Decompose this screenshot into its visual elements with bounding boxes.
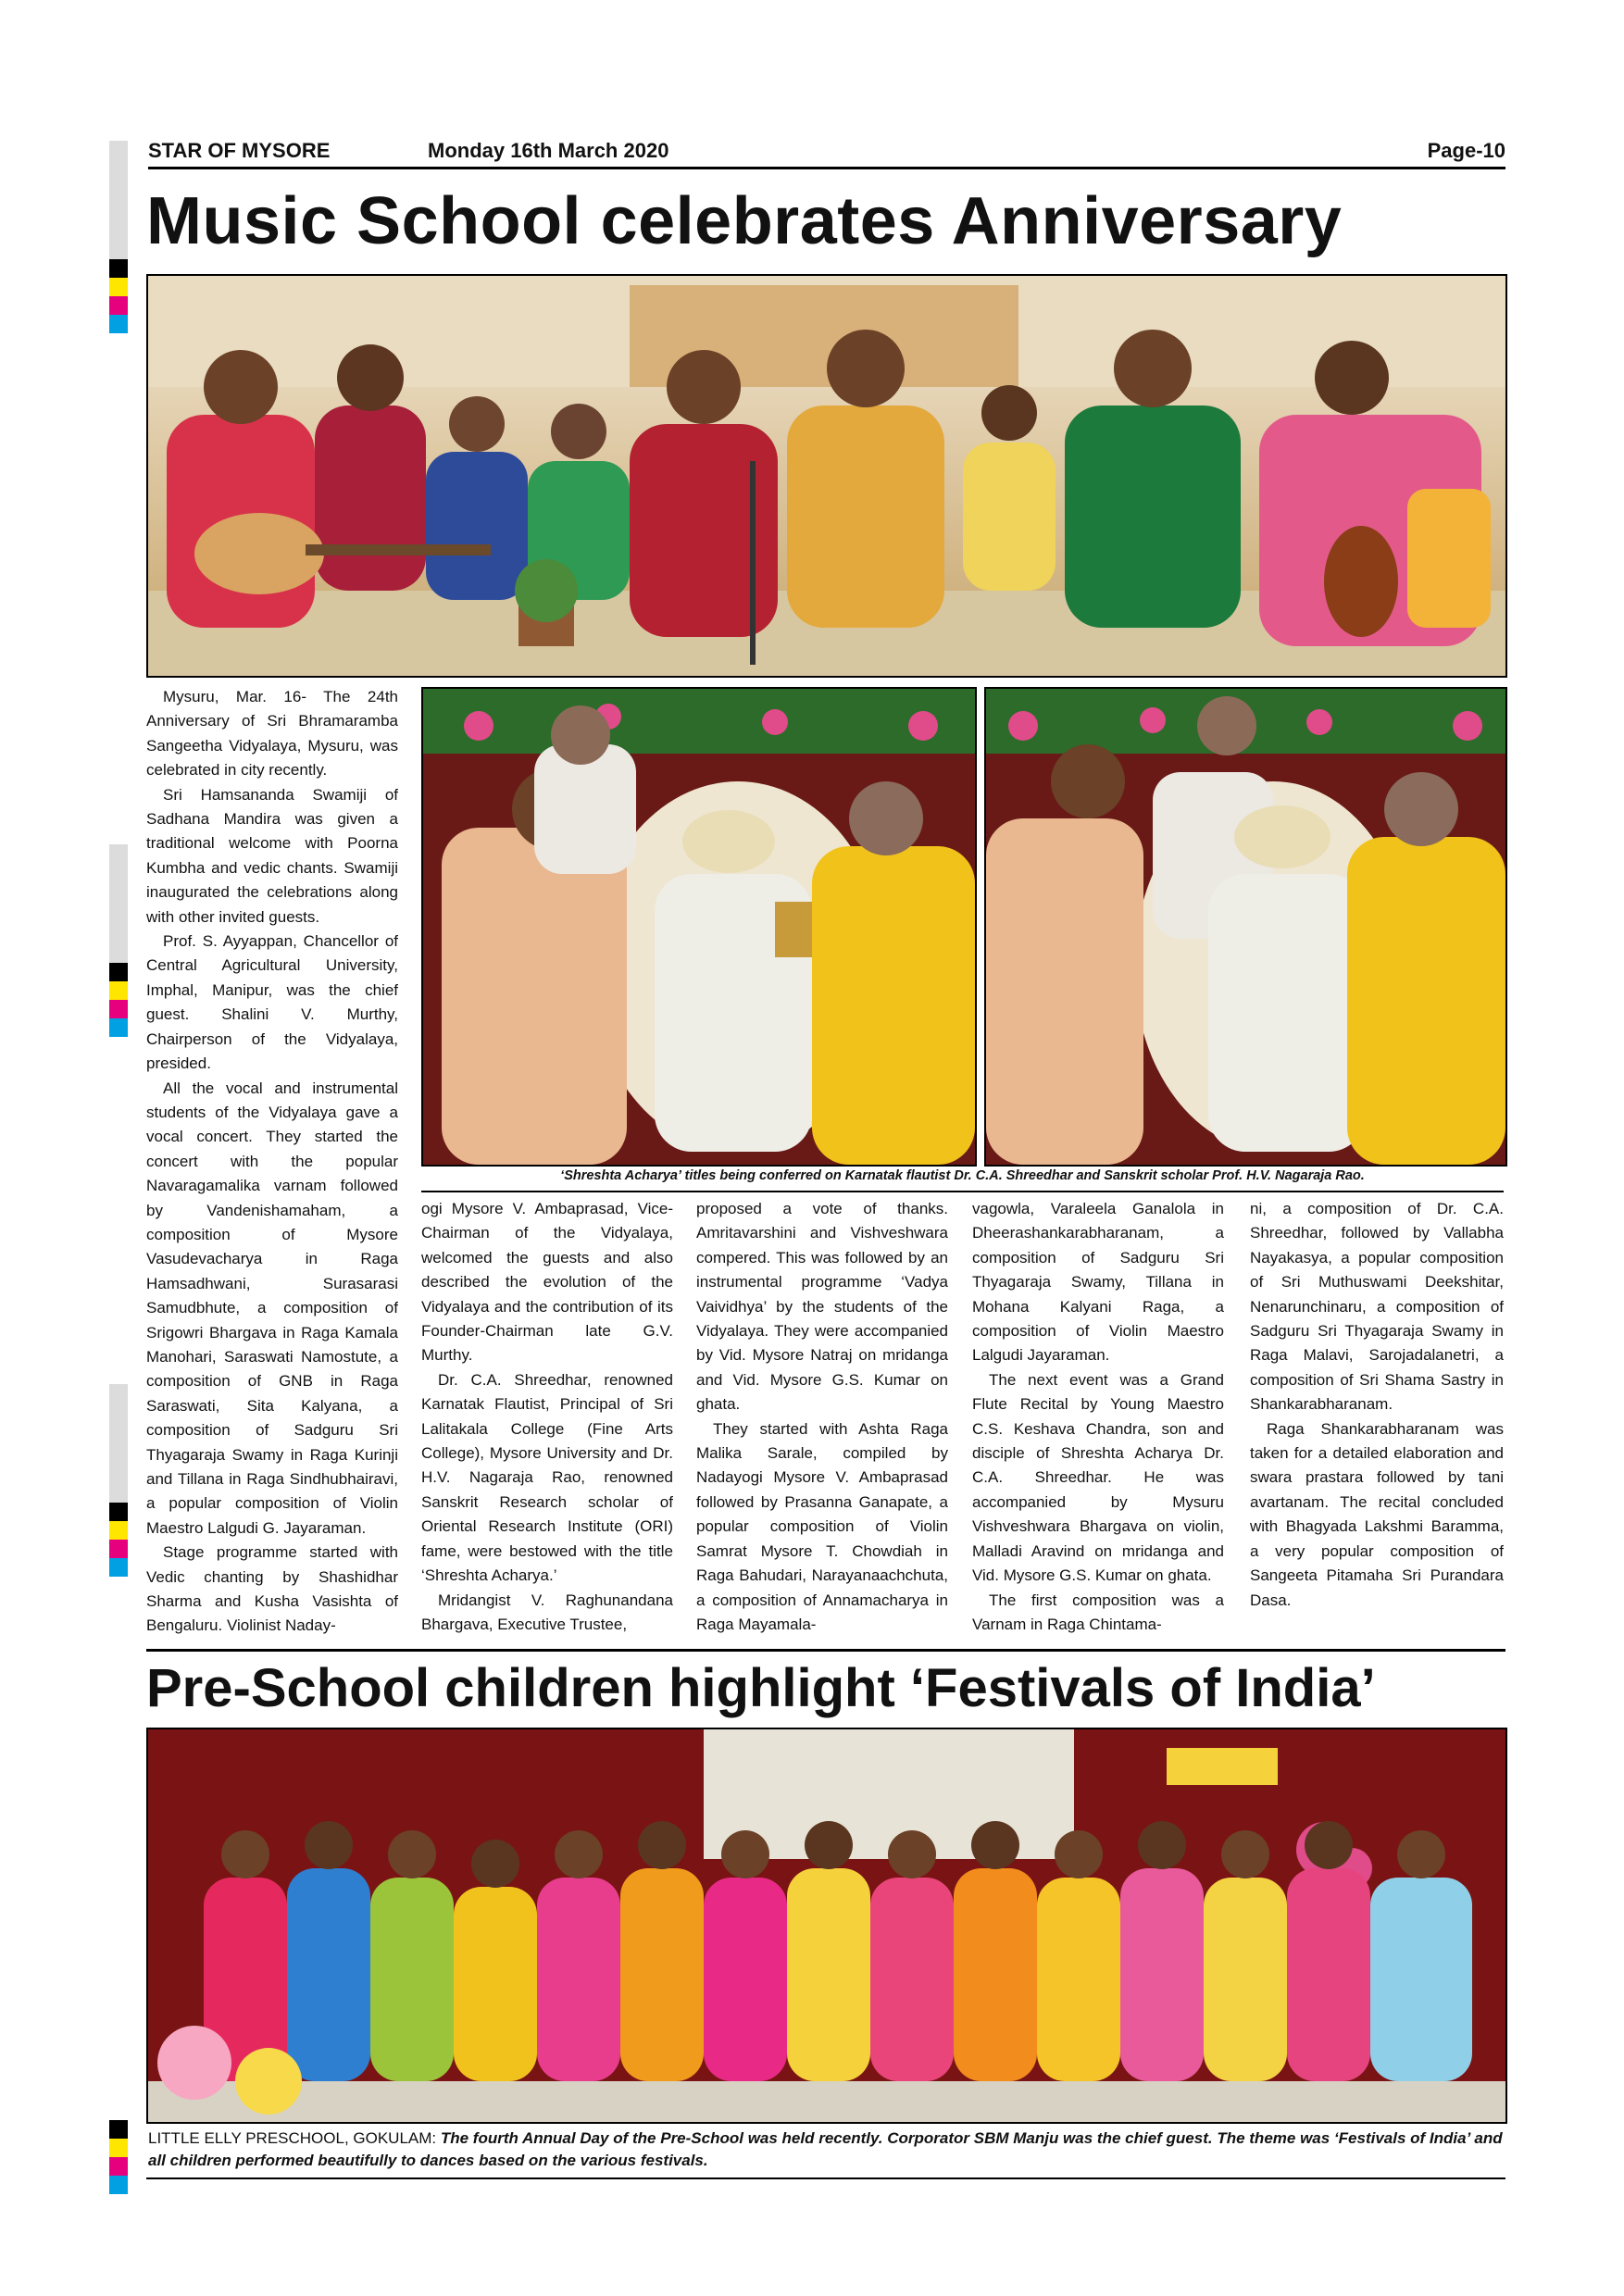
- registration-mark: [109, 844, 128, 1037]
- preschool-caption: [148, 2128, 1505, 2172]
- paragraph: Mysuru, Mar. 16- The 24th Anniversary of Sri Bhramaramba Sangeetha Vidyalaya, Mysuru, was celebrated in city recently.: [146, 688, 398, 780]
- registration-mark: [109, 141, 128, 333]
- issue-date: Monday 16th March 2020: [428, 139, 669, 162]
- caption-text: The fourth Annual Day of the Pre-School was held recently. Corporator SBM Manju was the chief guest. The theme was ‘Festivals of India’ and all children performed beautifully to dances based on the various festivals.: [148, 2129, 1503, 2169]
- preschool-photo: [146, 1728, 1507, 2124]
- registration-mark: [109, 2120, 128, 2194]
- article1-column-2: [421, 1197, 673, 1637]
- article1-column-5: [1250, 1197, 1504, 1613]
- article1-column-4: [972, 1197, 1224, 1637]
- article2-headline: Pre-School children highlight ‘Festivals of India’: [146, 1658, 1376, 1718]
- paragraph: Prof. S. Ayyappan, Chancellor of Central Agricultural University, Imphal, Manipur, was the chief guest. Shalini V. Murthy, Chairperson of the Vidyalaya, presided.: [146, 932, 398, 1073]
- paragraph: Mridangist V. Raghunandana Bhargava, Executive Trustee,: [421, 1591, 673, 1633]
- paragraph: All the vocal and instrumental students of the Vidyalaya gave a vocal concert. They started the concert with the popular Navaragamalika varnam followed by Vandenishamaham, a composition of Mysore Vasudevacharya in Raga Hamsadhwani, Surasarasi Samudbhute, a composition of Srigowri Bhargava in Raga Kamala Manohari, Saraswati Namostute, a composition of GNB in Raga Saraswati, Sita Kalyana, a composition of Sadguru Sri Thyagaraja Swamy in Raga Kurinji and Tillana in Raga Sindhubhairavi, a popular composition of Violin Maestro Lalgudi G. Jayaraman.: [146, 1079, 398, 1537]
- page-number: Page-10: [1427, 139, 1505, 162]
- masthead: [148, 137, 1505, 169]
- article1-column-3: [696, 1197, 948, 1637]
- article1-column-1: [146, 685, 398, 1639]
- paragraph: They started with Ashta Raga Malika Sarale, compiled by Nadayogi Mysore V. Ambaprasad followed by Prasanna Ganapate, a popular composition of Violin Samrat Mysore T. Chowdiah in Raga Bahudari, Narayanaachchuta, a composition of Annamacharya in Raga Mayamala-: [696, 1419, 948, 1633]
- paper-name: STAR OF MYSORE: [148, 139, 331, 162]
- bottom-rule: [146, 2177, 1505, 2179]
- paragraph: Sri Hamsananda Swamiji of Sadhana Mandira was given a traditional welcome with Poorna Kumbha and vedic chants. Swamiji inaugurated the celebrations along with other invited guests.: [146, 785, 398, 926]
- paragraph: The first composition was a Varnam in Raga Chintama-: [972, 1591, 1224, 1633]
- article-separator: [146, 1649, 1505, 1652]
- felicitation-photo-right: [984, 687, 1507, 1167]
- felicitation-photo-left: [421, 687, 977, 1167]
- registration-mark: [109, 1384, 128, 1577]
- paragraph: Dr. C.A. Shreedhar, renowned Karnatak Flautist, Principal of Sri Lalitakala College (Fine Arts College), Mysore University and Dr. H.V. Nagaraja Rao, renowned Sanskrit Research scholar of Oriental Research Institute (ORI) fame, were bestowed with the title ‘Shreshta Acharya.’: [421, 1370, 673, 1585]
- caption-lead: LITTLE ELLY PRESCHOOL, GOKULAM:: [148, 2129, 437, 2147]
- concert-photo: [146, 274, 1507, 678]
- article1-headline: Music School celebrates Anniversary: [146, 184, 1343, 258]
- paragraph: The next event was a Grand Flute Recital by Young Maestro C.S. Keshava Chandra, son and disciple of Shreshta Acharya Dr. C.A. Shreedhar. He was accompanied by Mysuru Vishveshwara Bhargava on violin, Malladi Aravind on mridanga and Vid. Mysore G.S. Kumar on ghata.: [972, 1370, 1224, 1585]
- paragraph: proposed a vote of thanks. Amritavarshini and Vishveshwara compered. This was followed by an instrumental programme ‘Vadya Vaividhya’ by the students of the Vidyalaya. They were accompanied by Vid. Mysore Natraj on mridanga and Vid. Mysore G.S. Kumar on ghata.: [696, 1200, 948, 1414]
- caption-rule: [421, 1191, 1504, 1192]
- paragraph: ogi Mysore V. Ambaprasad, Vice-Chairman of the Vidyalaya, welcomed the guests and also described the evolution of the Vidyalaya and the contribution of its Founder-Chairman late G.V. Murthy.: [421, 1200, 673, 1365]
- photos-caption: ‘Shreshta Acharya’ titles being conferred on Karnatak flautist Dr. C.A. Shreedhar and Sanskrit scholar Prof. H.V. Nagaraja Rao.: [560, 1168, 1365, 1183]
- paragraph: ni, a composition of Dr. C.A. Shreedhar, followed by Vallabha Nayakasya, a popular composition of Sri Muthuswami Deekshitar, Nenarunchinaru, a composition of Sadguru Sri Thyagaraja Swamy in Raga Malavi, Sarojadalanetri, a composition of Sri Shama Sastry in Shankarabharanam.: [1250, 1200, 1504, 1414]
- paragraph: Stage programme started with Vedic chanting by Shashidhar Sharma and Kusha Vasishta of Bengaluru. Violinist Naday-: [146, 1543, 398, 1635]
- paragraph: vagowla, Varaleela Ganalola in Dheerashankarabharanam, a composition of Sadguru Sri Thyagaraja Swamy, Tillana in Mohana Kalyani Raga, a composition of Violin Maestro Lalgudi Jayaraman.: [972, 1200, 1224, 1365]
- paragraph: Raga Shankarabharanam was taken for a detailed elaboration and swara prastara followed by tani avartanam. The recital concluded with Bhagyada Lakshmi Baramma, a very popular composition of Sangeeta Pitamaha Sri Purandara Dasa.: [1250, 1419, 1504, 1609]
